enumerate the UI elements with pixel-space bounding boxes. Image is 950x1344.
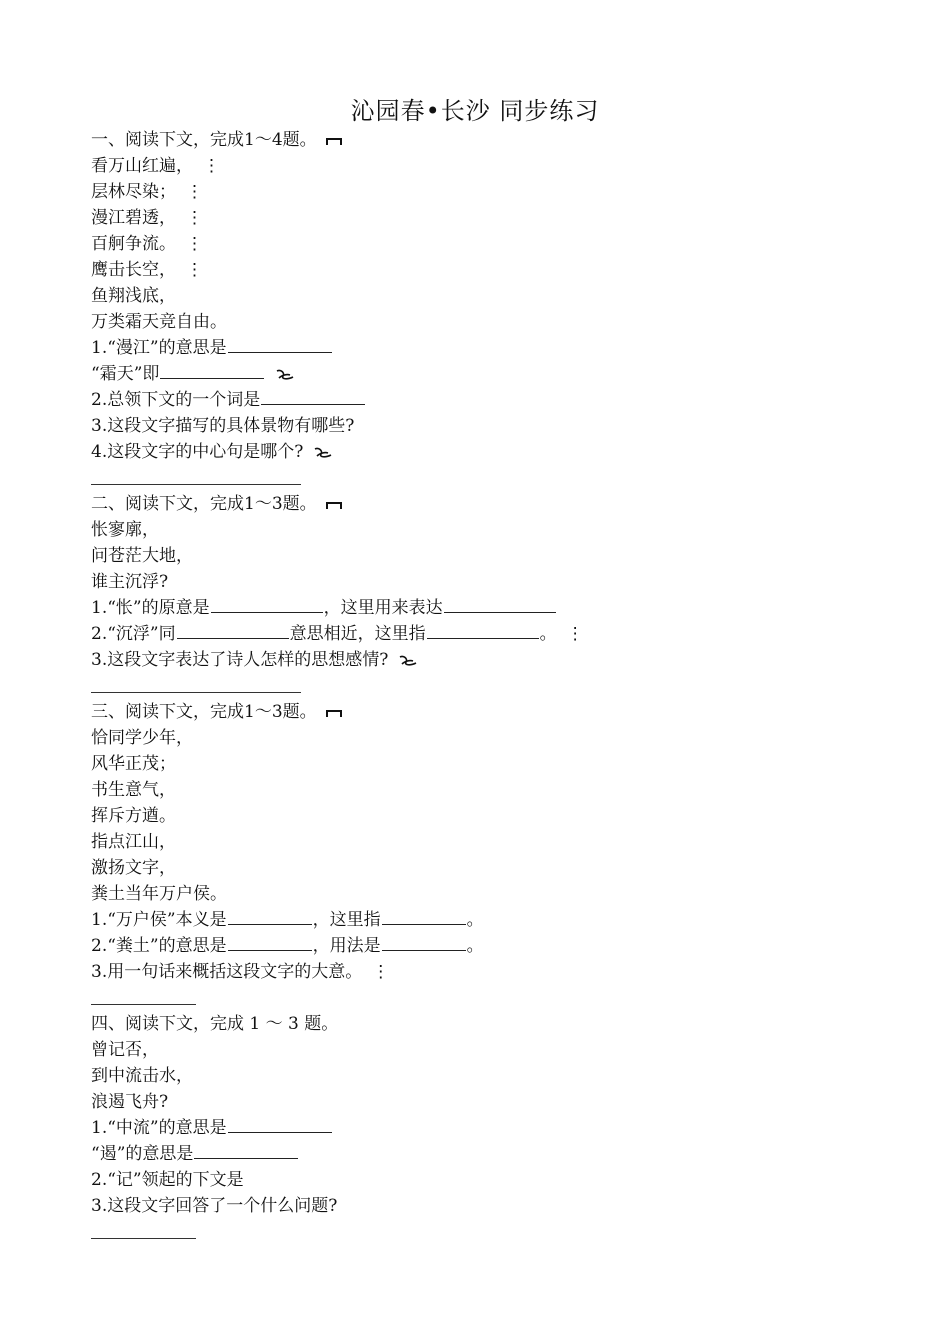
question-3: [91, 959, 390, 985]
question-1b: [91, 361, 295, 387]
poem-line-text: 粪土当年万户侯。: [91, 884, 227, 904]
question-2: [91, 621, 584, 647]
section-3-heading-text: 三、阅读下文，完成1～3题。: [91, 702, 317, 722]
answer-blank[interactable]: [160, 362, 264, 379]
question-text: ，这里用来表达: [323, 598, 443, 618]
poem-line: [91, 751, 176, 777]
poem-line: [91, 725, 193, 751]
poem-line: [91, 803, 176, 829]
poem-line: [91, 881, 227, 907]
question-text: 。: [539, 624, 557, 644]
question-text: 2.“粪土”的意思是: [91, 936, 227, 956]
answer-blank[interactable]: [177, 622, 289, 639]
answer-blank[interactable]: [444, 596, 556, 613]
colon-mark-icon: ⋮: [186, 234, 203, 254]
question-text: 3.这段文字回答了一个什么问题?: [91, 1196, 338, 1216]
scroll-ornament-icon: [313, 447, 333, 459]
poem-line: [91, 257, 203, 283]
poem-line-text: 浪遏飞舟?: [91, 1092, 169, 1112]
question-text: ，这里指: [312, 910, 381, 930]
question-2: [91, 933, 484, 959]
answer-blank[interactable]: [194, 1142, 298, 1159]
section-1-heading: [91, 127, 342, 153]
question-text: 4.这段文字的中心句是哪个?: [91, 442, 304, 462]
poem-line-text: 恰同学少年，: [91, 728, 193, 748]
question-3: [91, 1193, 337, 1219]
poem-line-text: 怅寥廓，: [91, 520, 159, 540]
poem-line-text: 书生意气，: [91, 780, 176, 800]
question-text: 1.“中流”的意思是: [91, 1118, 227, 1138]
poem-line: [91, 153, 220, 179]
question-text: 2.总领下文的一个词是: [91, 390, 261, 410]
poem-line-text: 百舸争流。: [91, 234, 176, 254]
question-3: [91, 413, 354, 439]
question-text: 3.这段文字描写的具体景物有哪些?: [91, 416, 355, 436]
colon-mark-icon: ⋮: [186, 208, 203, 228]
poem-line: [91, 1063, 193, 1089]
bracket-mark-icon: [326, 708, 342, 718]
section-3-heading: [91, 699, 342, 725]
poem-line: [91, 855, 176, 881]
poem-line: [91, 777, 176, 803]
bracket-mark-icon: [326, 500, 342, 510]
poem-line-text: 层林尽染；: [91, 182, 176, 202]
answer-blank[interactable]: [382, 934, 466, 951]
poem-line-text: 谁主沉浮?: [91, 572, 169, 592]
bracket-mark-icon: [326, 136, 342, 146]
poem-line: [91, 569, 168, 595]
question-text: 意思相近，这里指: [289, 624, 426, 644]
answer-blank[interactable]: [427, 622, 539, 639]
question-text: ，用法是: [312, 936, 381, 956]
poem-line: [91, 231, 203, 257]
poem-line-text: 鱼翔浅底，: [91, 286, 176, 306]
poem-line-text: 曾记否，: [91, 1040, 159, 1060]
poem-line: [91, 829, 176, 855]
poem-line: [91, 543, 193, 569]
poem-line: [91, 205, 203, 231]
colon-mark-icon: ⋮: [186, 182, 203, 202]
question-text: 。: [466, 936, 484, 956]
colon-mark-icon: ⋮: [203, 156, 220, 176]
colon-mark-icon: ⋮: [372, 962, 390, 982]
answer-blank[interactable]: [228, 1116, 332, 1133]
question-1: [91, 1115, 333, 1141]
question-text: 3.用一句话来概括这段文字的大意。: [91, 962, 363, 982]
question-1: [91, 595, 557, 621]
question-3: [91, 647, 418, 673]
poem-line-text: 问苍茫大地，: [91, 546, 193, 566]
poem-line-text: 万类霜天竞自由。: [91, 312, 227, 332]
answer-blank[interactable]: [382, 908, 466, 925]
question-1b: [91, 1141, 299, 1167]
poem-line: [91, 1037, 159, 1063]
answer-blank[interactable]: [228, 336, 332, 353]
colon-mark-icon: ⋮: [566, 624, 584, 644]
colon-mark-icon: ⋮: [186, 260, 203, 280]
question-text: 1.“漫江”的意思是: [91, 338, 227, 358]
scroll-ornament-icon: [398, 655, 418, 667]
question-2: [91, 1167, 244, 1193]
section-4-heading-text: 四、阅读下文，完成 1 ～ 3 题。: [91, 1014, 339, 1034]
answer-line[interactable]: [91, 484, 301, 485]
question-text: “霜天”即: [91, 364, 160, 384]
question-text: 。: [466, 910, 484, 930]
section-1-heading-text: 一、阅读下文，完成1～4题。: [91, 130, 317, 150]
poem-line: [91, 517, 159, 543]
poem-line: [91, 283, 176, 309]
question-text: 1.“万户侯”本义是: [91, 910, 227, 930]
question-2: [91, 387, 366, 413]
scroll-ornament-icon: [275, 369, 295, 381]
answer-blank[interactable]: [228, 908, 312, 925]
question-text: 2.“沉浮”同: [91, 624, 176, 644]
answer-blank[interactable]: [261, 388, 365, 405]
answer-line[interactable]: [91, 1238, 196, 1239]
question-1: [91, 907, 484, 933]
answer-line[interactable]: [91, 692, 301, 693]
poem-line-text: 鹰击长空，: [91, 260, 176, 280]
poem-line-text: 激扬文字，: [91, 858, 176, 878]
poem-line-text: 挥斥方遒。: [91, 806, 176, 826]
page-title: 沁园春•长沙 同步练习: [350, 97, 600, 125]
question-text: 3.这段文字表达了诗人怎样的思想感情?: [91, 650, 389, 670]
question-1: [91, 335, 333, 361]
poem-line: [91, 309, 227, 335]
section-2-heading-text: 二、阅读下文，完成1～3题。: [91, 494, 317, 514]
question-4: [91, 439, 333, 465]
poem-line-text: 漫江碧透，: [91, 208, 176, 228]
poem-line: [91, 179, 203, 205]
section-2-heading: [91, 491, 342, 517]
question-text: “遏”的意思是: [91, 1144, 194, 1164]
poem-line-text: 风华正茂；: [91, 754, 176, 774]
answer-blank[interactable]: [211, 596, 323, 613]
poem-line-text: 指点江山，: [91, 832, 176, 852]
answer-blank[interactable]: [228, 934, 312, 951]
poem-line-text: 到中流击水，: [91, 1066, 193, 1086]
poem-line-text: 看万山红遍，: [91, 156, 193, 176]
question-text: 2.“记”领起的下文是: [91, 1170, 244, 1190]
poem-line: [91, 1089, 168, 1115]
section-4-heading: [91, 1011, 338, 1037]
answer-line[interactable]: [91, 1004, 196, 1005]
question-text: 1.“怅”的原意是: [91, 598, 210, 618]
